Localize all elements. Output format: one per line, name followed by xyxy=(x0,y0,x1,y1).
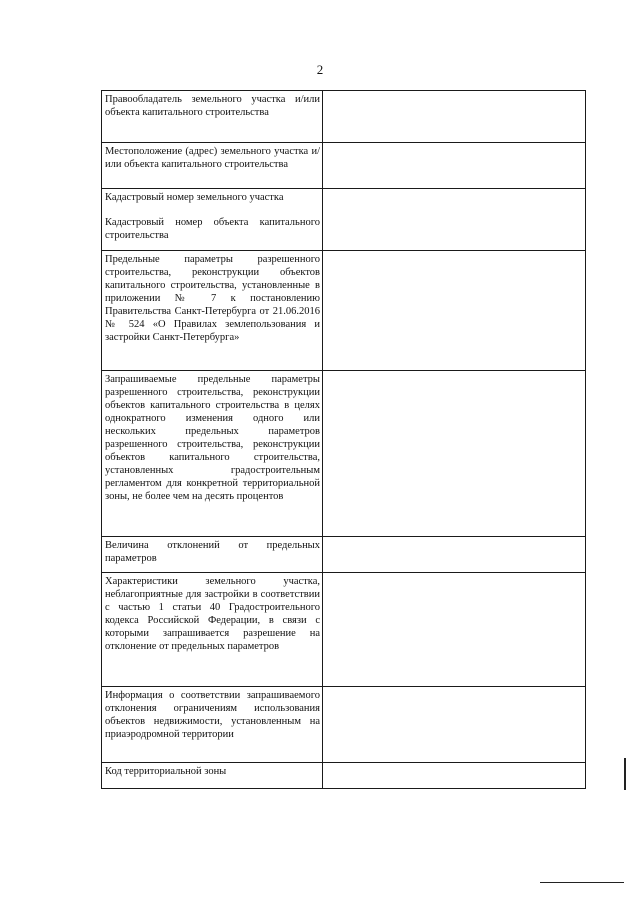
label-cadastral-object: Кадастровый номер объекта капитального строительства xyxy=(105,217,320,241)
value-land-characteristics[interactable] xyxy=(323,573,586,687)
label-cadastral-land: Кадастровый номер земельного участка xyxy=(105,192,284,203)
label-land-characteristics: Характеристики земельного участка, неблагоприятные для застройки в соответствии с частью 1 статьи 40 Градостроительного кодекса Российской Федерации, в связи с которыми запрашивается разрешение на отклонение от предельных параметров xyxy=(102,573,323,687)
application-form-table xyxy=(101,90,586,789)
table-row xyxy=(102,371,586,537)
table-row xyxy=(102,143,586,189)
value-aerodrome-info[interactable] xyxy=(323,687,586,763)
value-deviation-size[interactable] xyxy=(323,537,586,573)
page-number: 2 xyxy=(316,62,324,77)
label-requested-parameters: Запрашиваемые предельные параметры разрешенного строительства, реконструкции объектов капитального строительства в целях однократного изменения одного или нескольких предельных параметров разрешенного строительства, реконструкции объектов капитального строительства, установленных градостроительным регламентом для конкретной территориальной зоны, не более чем на десять процентов xyxy=(102,371,323,537)
label-zone-code: Код территориальной зоны xyxy=(102,763,323,789)
table-row xyxy=(102,537,586,573)
label-cadastral-numbers xyxy=(102,189,323,251)
label-deviation-size: Величина отклонений от предельных параметров xyxy=(102,537,323,573)
value-location-address[interactable] xyxy=(323,143,586,189)
scan-edge-mark xyxy=(624,758,626,790)
table-row xyxy=(102,687,586,763)
table-row xyxy=(102,763,586,789)
label-aerodrome-info: Информация о соответствии запрашиваемого отклонения ограничениям использования объектов недвижимости, установленным на приаэродромной территории xyxy=(102,687,323,763)
table-row xyxy=(102,573,586,687)
label-limit-parameters: Предельные параметры разрешенного строительства, реконструкции объектов капитального строительства, установленные в приложении № 7 к постановлению Правительства Санкт-Петербурга от 21.06.2016 № 524 «О Правилах землепользования и застройки Санкт-Петербурга» xyxy=(102,251,323,371)
value-rights-holder[interactable] xyxy=(323,91,586,143)
label-location-address: Местоположение (адрес) земельного участка и/или объекта капитального строительства xyxy=(102,143,323,189)
value-limit-parameters[interactable] xyxy=(323,251,586,371)
table-row xyxy=(102,91,586,143)
table-row xyxy=(102,189,586,251)
label-rights-holder: Правообладатель земельного участка и/или объекта капитального строительства xyxy=(102,91,323,143)
value-zone-code[interactable] xyxy=(323,763,586,789)
value-requested-parameters[interactable] xyxy=(323,371,586,537)
table-row xyxy=(102,251,586,371)
value-cadastral-numbers[interactable] xyxy=(323,189,586,251)
footer-line xyxy=(540,882,624,883)
